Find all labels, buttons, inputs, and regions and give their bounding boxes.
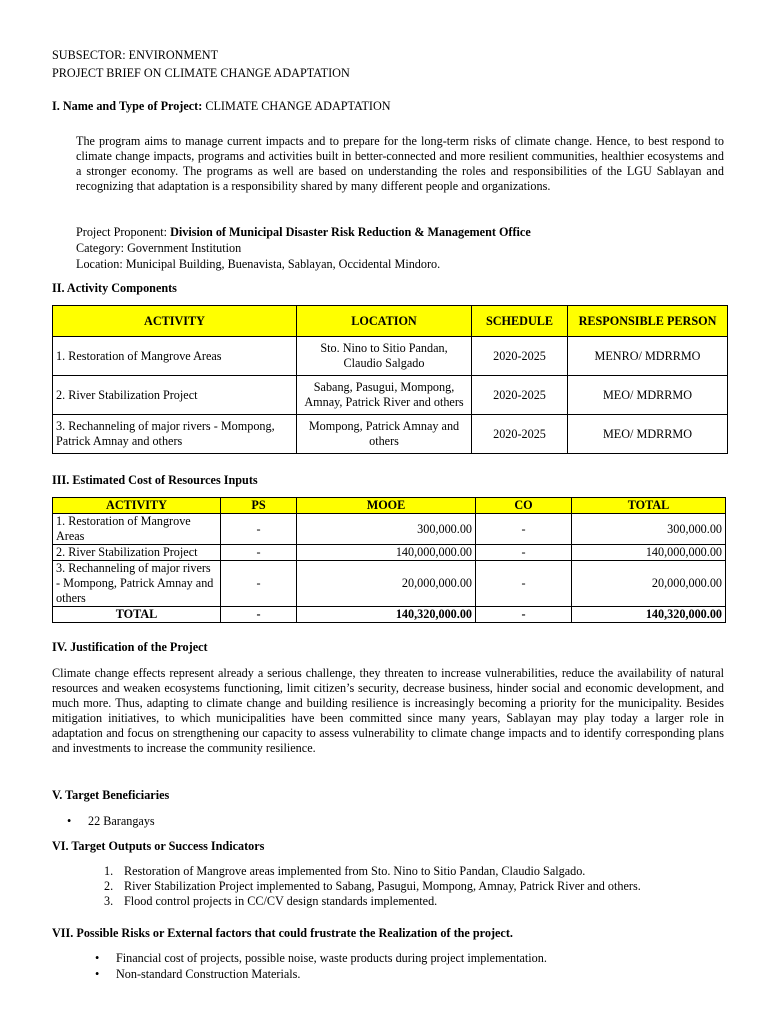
- column-header: LOCATION: [297, 306, 472, 337]
- proponent-label: Project Proponent:: [76, 225, 171, 239]
- section1-description: [76, 134, 724, 194]
- item-number: 2.: [104, 879, 114, 893]
- item-text: Restoration of Mangrove areas implemented from Sto. Nino to Sitio Pandan, Claudio Salgado.: [124, 864, 586, 878]
- table-row: [53, 415, 728, 454]
- column-header: TOTAL: [572, 498, 726, 514]
- schedule-cell: 2020-2025: [472, 415, 568, 454]
- category-line: Category: Government Institution: [76, 241, 242, 255]
- location-line: Location: Municipal Building, Buenavista, Sablayan, Occidental Mindoro.: [76, 257, 441, 271]
- description-paragraph: The program aims to manage current impacts and to prepare for the long-term risks of climate change. Hence, to best respond to climate change impacts, programs and activities built in better-connected and more resilient communities, healthier ecosystems and a stronger economy. The programs as well are based on understanding the roles and responsibilities of the LGU Sablayan and recognizing that adaptation is a responsibility shared by many different people and organizations.: [76, 134, 724, 193]
- schedule-cell: 2020-2025: [472, 337, 568, 376]
- co-cell: -: [476, 545, 572, 561]
- ps-cell: -: [221, 545, 297, 561]
- column-header: MOOE: [297, 498, 476, 514]
- activity-cell: 1. Restoration of Mangrove Areas: [53, 514, 221, 545]
- activity-cell: 2. River Stabilization Project: [53, 545, 221, 561]
- list-item: • Non-standard Construction Materials.: [80, 967, 740, 983]
- risks-list: [80, 951, 740, 983]
- table-row: [53, 545, 726, 561]
- location-cell: Mompong, Patrick Amnay and others: [297, 415, 472, 454]
- table-header-row: [53, 306, 728, 337]
- list-item: [104, 864, 744, 879]
- table-row: [53, 514, 726, 545]
- section1-label: I. Name and Type of Project:: [52, 99, 203, 113]
- ps-cell: -: [221, 514, 297, 545]
- item-number: 3.: [104, 894, 114, 908]
- section6-heading: VI. Target Outputs or Success Indicators: [52, 839, 265, 853]
- table-row: [53, 561, 726, 607]
- list-item: [104, 879, 744, 894]
- project-brief-title: PROJECT BRIEF ON CLIMATE CHANGE ADAPTATION: [52, 66, 350, 80]
- justification-block: [52, 666, 724, 756]
- ps-cell: -: [221, 607, 297, 623]
- subsector-line: SUBSECTOR: ENVIRONMENT: [52, 48, 219, 62]
- column-header: ACTIVITY: [53, 306, 297, 337]
- column-header: ACTIVITY: [53, 498, 221, 514]
- co-cell: -: [476, 561, 572, 607]
- item-number: 1.: [104, 864, 114, 878]
- cost-table: [52, 497, 726, 623]
- list-item: • Financial cost of projects, possible noise, waste products during project implementation.: [80, 951, 740, 967]
- column-header: RESPONSIBLE PERSON: [568, 306, 728, 337]
- column-header: SCHEDULE: [472, 306, 568, 337]
- total-label-cell: TOTAL: [53, 607, 221, 623]
- section7-heading: VII. Possible Risks or External factors that could frustrate the Realization of the project.: [52, 926, 513, 940]
- total-cell: 300,000.00: [572, 514, 726, 545]
- item-text: Flood control projects in CC/CV design standards implemented.: [124, 894, 438, 908]
- indicators-list: [104, 864, 744, 909]
- item-text: River Stabilization Project implemented to Sabang, Pasugui, Mompong, Amnay, Patrick River and others.: [124, 879, 641, 893]
- person-cell: MEO/ MDRRMO: [568, 415, 728, 454]
- person-cell: MENRO/ MDRRMO: [568, 337, 728, 376]
- justification-paragraph: Climate change effects represent already a serious challenge, they threaten to increase vulnerabilities, reduce the availability of natural resources and weaken ecosystems functioning, limit citizen’s security, decrease business, hinder social and economic development, and much more. Thus, adapting to climate change and building resilience is increasingly becoming a priority for the municipality. Besides mitigation initiatives, to which municipalities have been committed since many years, Sablayan may play today a larger role in adaptation and focus on strengthening our capacity to assess vulnerability to climate change impacts and to identify corresponding plans and investments to increase the community resilience.: [52, 666, 724, 755]
- section1-value: CLIMATE CHANGE ADAPTATION: [202, 99, 391, 113]
- table-row: [53, 337, 728, 376]
- column-header: CO: [476, 498, 572, 514]
- total-row: [53, 607, 726, 623]
- mooe-cell: 140,320,000.00: [297, 607, 476, 623]
- section4-heading: IV. Justification of the Project: [52, 640, 208, 654]
- column-header: PS: [221, 498, 297, 514]
- section3-heading: III. Estimated Cost of Resources Inputs: [52, 473, 258, 487]
- table-header-row: [53, 498, 726, 514]
- activity-components-table: [52, 305, 728, 454]
- table-row: [53, 376, 728, 415]
- proponent-value: Division of Municipal Disaster Risk Reduction & Management Office: [170, 225, 531, 239]
- activity-cell: 3. Rechanneling of major rivers - Mompong, Patrick Amnay and others: [53, 561, 221, 607]
- location-cell: Sabang, Pasugui, Mompong, Amnay, Patrick River and others: [297, 376, 472, 415]
- mooe-cell: 140,000,000.00: [297, 545, 476, 561]
- ps-cell: -: [221, 561, 297, 607]
- co-cell: -: [476, 607, 572, 623]
- total-cell: 140,000,000.00: [572, 545, 726, 561]
- activity-cell: 3. Rechanneling of major rivers - Mompong, Patrick Amnay and others: [53, 415, 297, 454]
- list-item: [104, 894, 744, 909]
- section5-heading: V. Target Beneficiaries: [52, 788, 170, 802]
- beneficiaries-list: [52, 814, 732, 830]
- person-cell: MEO/ MDRRMO: [568, 376, 728, 415]
- location-cell: Sto. Nino to Sitio Pandan, Claudio Salgado: [297, 337, 472, 376]
- mooe-cell: 300,000.00: [297, 514, 476, 545]
- section2-heading: II. Activity Components: [52, 281, 177, 295]
- section1-heading: [52, 99, 391, 114]
- total-cell: 20,000,000.00: [572, 561, 726, 607]
- activity-cell: 1. Restoration of Mangrove Areas: [53, 337, 297, 376]
- schedule-cell: 2020-2025: [472, 376, 568, 415]
- proponent-line: [76, 225, 756, 240]
- co-cell: -: [476, 514, 572, 545]
- activity-cell: 2. River Stabilization Project: [53, 376, 297, 415]
- total-cell: 140,320,000.00: [572, 607, 726, 623]
- list-item: • 22 Barangays: [52, 814, 732, 830]
- mooe-cell: 20,000,000.00: [297, 561, 476, 607]
